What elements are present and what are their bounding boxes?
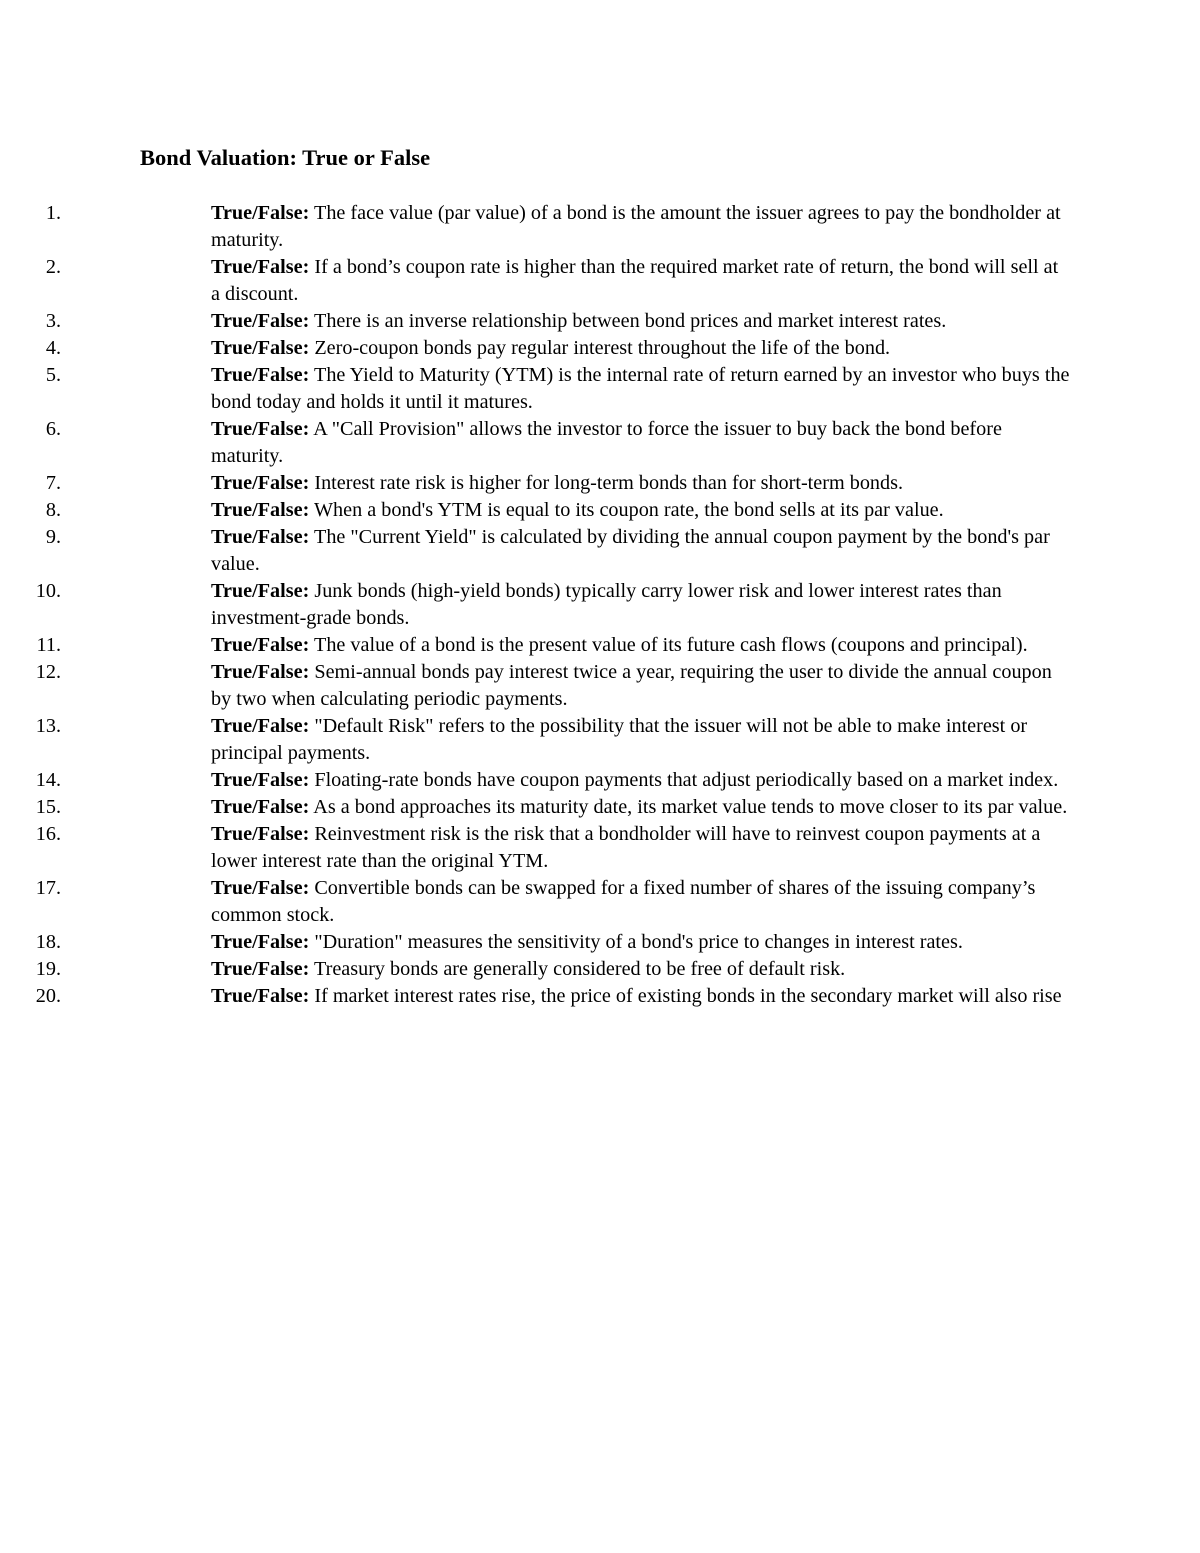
question-item bbox=[0, 200, 1071, 254]
question-text: "Default Risk" refers to the possibility that the issuer will not be able to make interest or principal payments. bbox=[211, 715, 1028, 764]
question-text: The Yield to Maturity (YTM) is the internal rate of return earned by an investor who buys the bond today and holds it until it matures. bbox=[211, 364, 1070, 413]
question-text: If a bond’s coupon rate is higher than the required market rate of return, the bond will sell at a discount. bbox=[211, 256, 1059, 305]
question-text: There is an inverse relationship between bond prices and market interest rates. bbox=[313, 310, 947, 332]
true-false-label: True/False: bbox=[211, 634, 310, 656]
true-false-label: True/False: bbox=[211, 418, 310, 440]
question-text: Treasury bonds are generally considered to be free of default risk. bbox=[313, 958, 846, 980]
question-number: 14. bbox=[35, 769, 61, 791]
question-item bbox=[0, 254, 1071, 308]
true-false-label: True/False: bbox=[211, 985, 310, 1007]
question-text: Floating-rate bonds have coupon payments that adjust periodically based on a market index. bbox=[314, 769, 1059, 791]
true-false-label: True/False: bbox=[211, 661, 310, 683]
question-number: 10. bbox=[35, 580, 61, 602]
true-false-label: True/False: bbox=[211, 202, 310, 224]
true-false-label: True/False: bbox=[211, 580, 310, 602]
question-number: 12. bbox=[35, 661, 61, 683]
question-item bbox=[0, 308, 1071, 335]
true-false-label: True/False: bbox=[211, 310, 310, 332]
question-text: "Duration" measures the sensitivity of a bond's price to changes in interest rates. bbox=[314, 931, 963, 953]
question-text: Convertible bonds can be swapped for a fixed number of shares of the issuing company’s common stock. bbox=[211, 877, 1036, 926]
question-item bbox=[0, 470, 1071, 497]
question-item bbox=[0, 524, 1071, 578]
true-false-label: True/False: bbox=[211, 337, 310, 359]
question-item bbox=[0, 497, 1071, 524]
question-item bbox=[0, 983, 1071, 1010]
question-text: As a bond approaches its maturity date, its market value tends to move closer to its par value. bbox=[313, 796, 1068, 818]
question-item bbox=[0, 632, 1071, 659]
true-false-label: True/False: bbox=[211, 796, 310, 818]
question-number: 13. bbox=[35, 715, 61, 737]
question-item bbox=[0, 875, 1071, 929]
question-text: Semi-annual bonds pay interest twice a year, requiring the user to divide the annual coupon by two when calculating periodic payments. bbox=[211, 661, 1052, 710]
true-false-label: True/False: bbox=[211, 526, 310, 548]
question-number: 16. bbox=[35, 823, 61, 845]
question-text: Reinvestment risk is the risk that a bondholder will have to reinvest coupon payments at a lower interest rate than the original YTM. bbox=[211, 823, 1041, 872]
true-false-label: True/False: bbox=[211, 823, 310, 845]
question-text: Zero-coupon bonds pay regular interest throughout the life of the bond. bbox=[314, 337, 891, 359]
question-number: 1. bbox=[45, 202, 61, 224]
true-false-label: True/False: bbox=[211, 364, 310, 386]
question-number: 9. bbox=[45, 526, 61, 548]
question-item bbox=[0, 821, 1071, 875]
question-number: 18. bbox=[35, 931, 61, 953]
question-text: If market interest rates rise, the price of existing bonds in the secondary market will also rise bbox=[314, 985, 1062, 1007]
question-item bbox=[0, 416, 1071, 470]
true-false-label: True/False: bbox=[211, 877, 310, 899]
question-item bbox=[0, 767, 1071, 794]
question-item bbox=[0, 713, 1071, 767]
question-number: 7. bbox=[45, 472, 61, 494]
question-number: 20. bbox=[35, 985, 61, 1007]
true-false-label: True/False: bbox=[211, 931, 310, 953]
question-number: 15. bbox=[35, 796, 61, 818]
question-number: 2. bbox=[45, 256, 61, 278]
question-item bbox=[0, 794, 1071, 821]
question-number: 11. bbox=[36, 634, 61, 656]
question-text: A "Call Provision" allows the investor to force the issuer to buy back the bond before maturity. bbox=[211, 418, 1002, 467]
question-text: The "Current Yield" is calculated by dividing the annual coupon payment by the bond's par value. bbox=[211, 526, 1050, 575]
question-text: The face value (par value) of a bond is the amount the issuer agrees to pay the bondholder at maturity. bbox=[211, 202, 1061, 251]
true-false-label: True/False: bbox=[211, 958, 310, 980]
true-false-label: True/False: bbox=[211, 499, 310, 521]
question-number: 17. bbox=[35, 877, 61, 899]
question-number: 4. bbox=[45, 337, 61, 359]
question-list bbox=[0, 200, 1200, 1010]
question-number: 5. bbox=[45, 364, 61, 386]
question-text: The value of a bond is the present value of its future cash flows (coupons and principal). bbox=[313, 634, 1028, 656]
true-false-label: True/False: bbox=[211, 256, 310, 278]
question-number: 8. bbox=[45, 499, 61, 521]
true-false-label: True/False: bbox=[211, 769, 310, 791]
question-text: Junk bonds (high-yield bonds) typically carry lower risk and lower interest rates than investment-grade bonds. bbox=[211, 580, 1002, 629]
true-false-label: True/False: bbox=[211, 472, 310, 494]
question-number: 3. bbox=[45, 310, 61, 332]
question-number: 6. bbox=[45, 418, 61, 440]
question-text: Interest rate risk is higher for long-term bonds than for short-term bonds. bbox=[314, 472, 904, 494]
question-item bbox=[0, 578, 1071, 632]
question-item bbox=[0, 659, 1071, 713]
question-text: When a bond's YTM is equal to its coupon rate, the bond sells at its par value. bbox=[313, 499, 944, 521]
question-item bbox=[0, 956, 1071, 983]
true-false-label: True/False: bbox=[211, 715, 310, 737]
document-title: Bond Valuation: True or False bbox=[140, 145, 431, 170]
question-number: 19. bbox=[35, 958, 61, 980]
question-item bbox=[0, 929, 1071, 956]
question-item bbox=[0, 335, 1071, 362]
question-item bbox=[0, 362, 1071, 416]
